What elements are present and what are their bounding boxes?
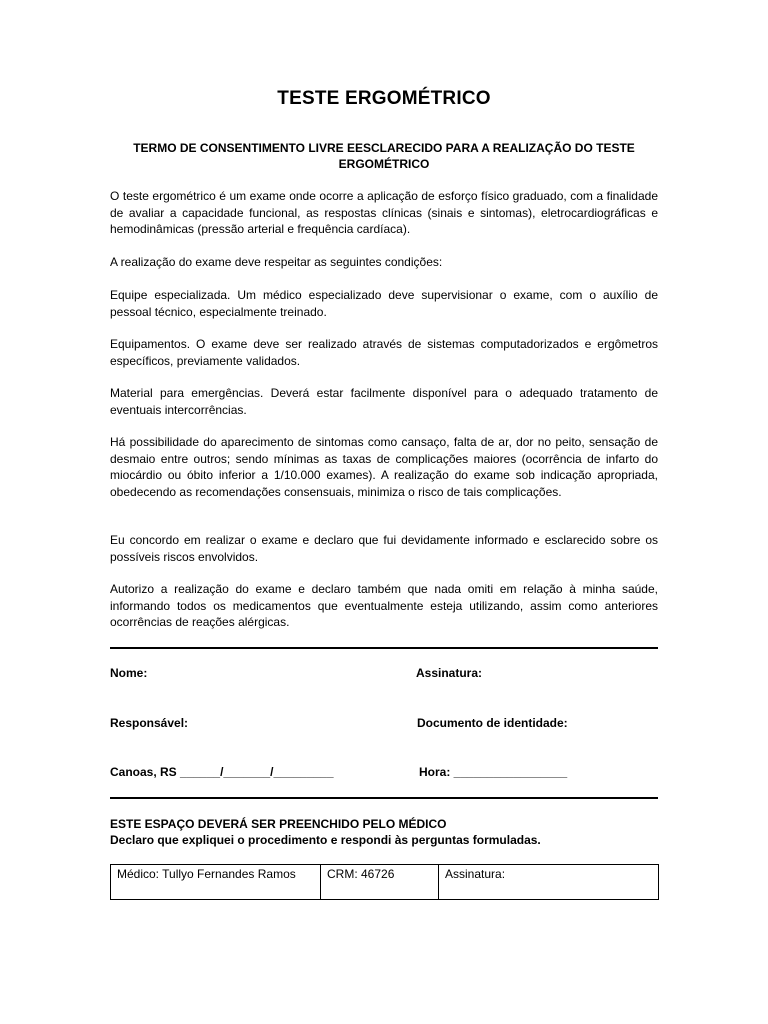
medico-declaration: Declaro que expliquei o procedimento e respondi às perguntas formuladas. <box>110 833 541 847</box>
medico-table <box>110 864 659 900</box>
document-subtitle <box>110 140 658 172</box>
divider-top <box>110 647 658 649</box>
local-date-field[interactable]: Canoas, RS ______/_______/_________ <box>110 765 334 779</box>
paragraph-equipe: Equipe especializada. Um médico especializado deve supervisionar o exame, com o auxílio de pessoal técnico, especialmente treinado. <box>110 288 658 319</box>
assinatura-label: Assinatura: <box>416 666 483 680</box>
document-title: TESTE ERGOMÉTRICO <box>277 88 491 109</box>
paragraph-autorizo: Autorizo a realização do exame e declaro também que nada omiti em relação à minha saúde, informando todos os medicamentos que eventualmente esteja utilizando, assim como anteriores ocorrências de reações alérgicas. <box>110 582 658 629</box>
subtitle-line-1: TERMO DE CONSENTIMENTO LIVRE EESCLARECIDO PARA A REALIZAÇÃO DO TESTE <box>133 141 635 155</box>
responsavel-label: Responsável: <box>110 716 189 730</box>
paragraph-concordo: Eu concordo em realizar o exame e declaro que fui devidamente informado e esclarecido sobre os possíveis riscos envolvidos. <box>110 533 658 564</box>
medico-table-row <box>111 865 659 900</box>
paragraph-intro: O teste ergométrico é um exame onde ocorre a aplicação de esforço físico graduado, com a finalidade de avaliar a capacidade funcional, as respostas clínicas (sinais e sintomas), eletrocardiográficas e hemodinâmicas (pressão arterial e frequência cardíaca). <box>110 189 658 236</box>
medico-name-cell: Médico: Tullyo Fernandes Ramos <box>111 865 321 900</box>
nome-label: Nome: <box>110 666 148 680</box>
crm-cell: CRM: 46726 <box>321 865 439 900</box>
paragraph-equipamentos: Equipamentos. O exame deve ser realizado através de sistemas computadorizados e ergômetros específicos, previamente validados. <box>110 337 658 368</box>
paragraph-riscos: Há possibilidade do aparecimento de sintomas como cansaço, falta de ar, dor no peito, sensação de desmaio entre outros; sendo mínimas as taxas de complicações maiores (ocorrência de infarto do miocárdio ou óbito inferior a 1/10.000 exames). A realização do exame sob indicação apropriada, obedecendo as recomendações consensuais, minimiza o risco de tais complicações. <box>110 435 658 499</box>
documento-identidade-label: Documento de identidade: <box>417 716 568 730</box>
hora-field[interactable]: Hora: _________________ <box>419 765 568 779</box>
medico-signature-cell[interactable]: Assinatura: <box>439 865 659 900</box>
paragraph-material: Material para emergências. Deverá estar facilmente disponível para o adequado tratamento de eventuais intercorrências. <box>110 386 658 417</box>
divider-bottom <box>110 797 658 799</box>
paragraph-conditions: A realização do exame deve respeitar as seguintes condições: <box>110 255 443 269</box>
medico-section-heading: ESTE ESPAÇO DEVERÁ SER PREENCHIDO PELO MÉDICO <box>110 817 447 831</box>
subtitle-line-2: ERGOMÉTRICO <box>338 157 430 171</box>
